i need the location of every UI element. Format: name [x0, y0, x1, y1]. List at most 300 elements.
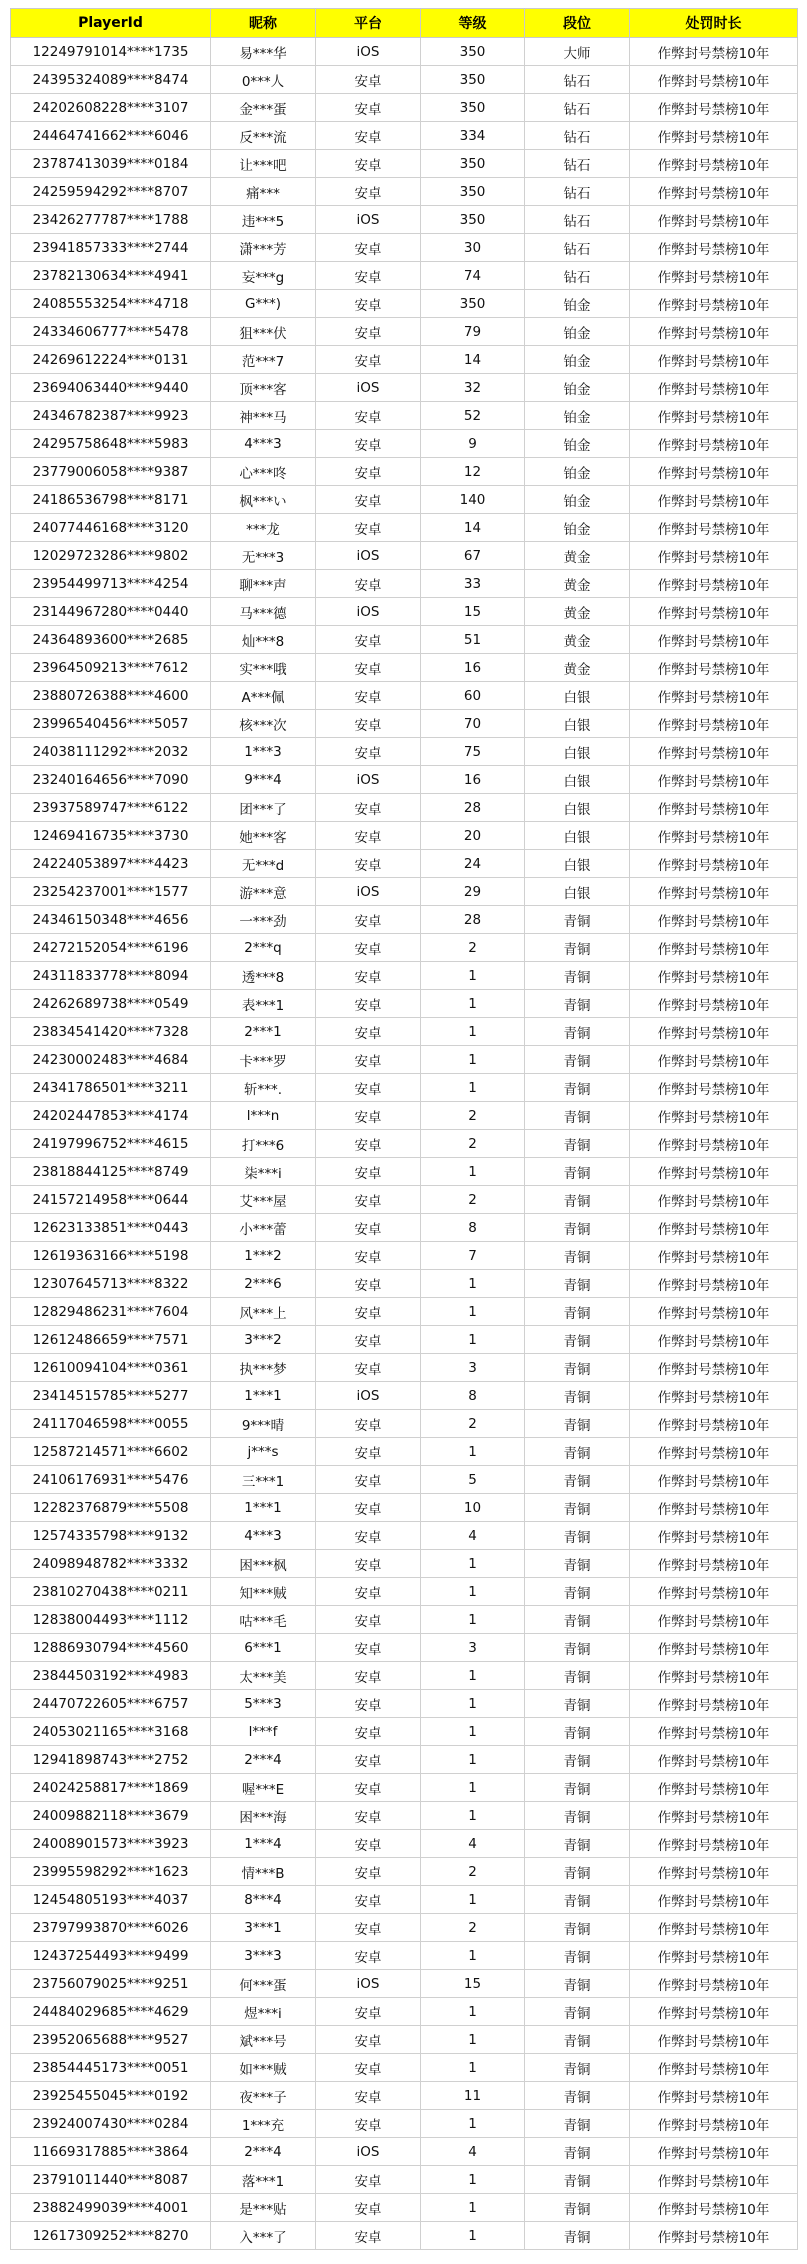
rank-cell: 青铜	[525, 1634, 630, 1662]
penalty-cell: 作弊封号禁榜10年	[630, 1018, 798, 1046]
platform-cell: 安卓	[316, 1690, 421, 1718]
nickname-cell: 潇***芳	[211, 234, 316, 262]
table-row	[11, 1662, 798, 1690]
level-cell: 74	[421, 262, 525, 290]
penalty-cell: 作弊封号禁榜10年	[630, 1130, 798, 1158]
nickname-cell: 她***客	[211, 822, 316, 850]
level-cell: 1	[421, 2054, 525, 2082]
table-row	[11, 1942, 798, 1970]
nickname-cell: 3***2	[211, 1326, 316, 1354]
level-cell: 1	[421, 1158, 525, 1186]
level-cell: 2	[421, 1858, 525, 1886]
penalty-cell: 作弊封号禁榜10年	[630, 1522, 798, 1550]
platform-cell: 安卓	[316, 94, 421, 122]
rank-cell: 青铜	[525, 2026, 630, 2054]
player-id-cell: 24395324089****8474	[11, 66, 211, 94]
level-cell: 1	[421, 1046, 525, 1074]
level-cell: 1	[421, 1690, 525, 1718]
nickname-cell: 游***意	[211, 878, 316, 906]
rank-cell: 青铜	[525, 1550, 630, 1578]
rank-cell: 钻石	[525, 178, 630, 206]
penalty-cell: 作弊封号禁榜10年	[630, 1494, 798, 1522]
player-id-cell: 23996540456****5057	[11, 710, 211, 738]
player-id-cell: 12574335798****9132	[11, 1522, 211, 1550]
rank-cell: 青铜	[525, 1886, 630, 1914]
level-cell: 350	[421, 150, 525, 178]
penalty-cell: 作弊封号禁榜10年	[630, 682, 798, 710]
penalty-cell: 作弊封号禁榜10年	[630, 794, 798, 822]
rank-cell: 铂金	[525, 402, 630, 430]
table-row	[11, 1046, 798, 1074]
nickname-cell: G***)	[211, 290, 316, 318]
nickname-cell: 1***1	[211, 1382, 316, 1410]
player-id-cell: 23810270438****0211	[11, 1578, 211, 1606]
rank-cell: 青铜	[525, 1522, 630, 1550]
table-row	[11, 514, 798, 542]
level-cell: 1	[421, 2110, 525, 2138]
platform-cell: 安卓	[316, 990, 421, 1018]
level-cell: 32	[421, 374, 525, 402]
level-cell: 75	[421, 738, 525, 766]
platform-cell: 安卓	[316, 1662, 421, 1690]
table-row	[11, 374, 798, 402]
player-id-cell: 24077446168****3120	[11, 514, 211, 542]
penalty-cell: 作弊封号禁榜10年	[630, 1942, 798, 1970]
player-id-cell: 24024258817****1869	[11, 1774, 211, 1802]
rank-cell: 青铜	[525, 1746, 630, 1774]
platform-cell: 安卓	[316, 1550, 421, 1578]
penalty-cell: 作弊封号禁榜10年	[630, 1214, 798, 1242]
platform-cell: 安卓	[316, 2026, 421, 2054]
platform-cell: 安卓	[316, 2082, 421, 2110]
rank-cell: 铂金	[525, 430, 630, 458]
nickname-cell: 太***美	[211, 1662, 316, 1690]
nickname-cell: 执***梦	[211, 1354, 316, 1382]
rank-cell: 青铜	[525, 1242, 630, 1270]
penalty-cell: 作弊封号禁榜10年	[630, 962, 798, 990]
header-row	[11, 9, 798, 38]
table-row	[11, 682, 798, 710]
level-cell: 350	[421, 94, 525, 122]
player-id-cell: 24230002483****4684	[11, 1046, 211, 1074]
nickname-cell: 9***晴	[211, 1410, 316, 1438]
penalty-cell: 作弊封号禁榜10年	[630, 570, 798, 598]
penalty-cell: 作弊封号禁榜10年	[630, 990, 798, 1018]
penalty-cell: 作弊封号禁榜10年	[630, 1074, 798, 1102]
level-cell: 2	[421, 934, 525, 962]
penalty-cell: 作弊封号禁榜10年	[630, 402, 798, 430]
player-id-cell: 12587214571****6602	[11, 1438, 211, 1466]
penalty-cell: 作弊封号禁榜10年	[630, 1438, 798, 1466]
penalty-cell: 作弊封号禁榜10年	[630, 346, 798, 374]
level-cell: 79	[421, 318, 525, 346]
platform-cell: 安卓	[316, 1158, 421, 1186]
nickname-cell: 表***1	[211, 990, 316, 1018]
penalty-cell: 作弊封号禁榜10年	[630, 1774, 798, 1802]
table-row	[11, 1550, 798, 1578]
rank-cell: 青铜	[525, 1662, 630, 1690]
level-cell: 1	[421, 2222, 525, 2250]
level-cell: 11	[421, 2082, 525, 2110]
platform-cell: 安卓	[316, 514, 421, 542]
table-row	[11, 1606, 798, 1634]
player-id-cell: 12623133851****0443	[11, 1214, 211, 1242]
rank-cell: 青铜	[525, 1382, 630, 1410]
level-cell: 350	[421, 206, 525, 234]
platform-cell: 安卓	[316, 1522, 421, 1550]
player-id-cell: 11669317885****3864	[11, 2138, 211, 2166]
player-id-cell: 24197996752****4615	[11, 1130, 211, 1158]
nickname-cell: l***n	[211, 1102, 316, 1130]
table-row	[11, 710, 798, 738]
level-cell: 2	[421, 1130, 525, 1158]
nickname-cell: A***佩	[211, 682, 316, 710]
rank-cell: 钻石	[525, 206, 630, 234]
level-cell: 1	[421, 1606, 525, 1634]
table-row	[11, 1970, 798, 1998]
table-row	[11, 1914, 798, 1942]
table-row	[11, 1354, 798, 1382]
nickname-cell: 是***贴	[211, 2194, 316, 2222]
table-row	[11, 206, 798, 234]
table-row	[11, 430, 798, 458]
rank-cell: 黄金	[525, 570, 630, 598]
player-id-cell: 24053021165****3168	[11, 1718, 211, 1746]
platform-cell: 安卓	[316, 1214, 421, 1242]
table-row	[11, 626, 798, 654]
level-cell: 1	[421, 962, 525, 990]
platform-cell: 安卓	[316, 178, 421, 206]
penalty-cell: 作弊封号禁榜10年	[630, 1662, 798, 1690]
level-cell: 140	[421, 486, 525, 514]
table-row	[11, 1242, 798, 1270]
table-row	[11, 486, 798, 514]
table-row	[11, 934, 798, 962]
table-row	[11, 178, 798, 206]
nickname-cell: 柒***i	[211, 1158, 316, 1186]
level-cell: 350	[421, 38, 525, 66]
rank-cell: 青铜	[525, 2054, 630, 2082]
nickname-cell: 1***4	[211, 1830, 316, 1858]
nickname-cell: 0***人	[211, 66, 316, 94]
table-row	[11, 234, 798, 262]
platform-cell: iOS	[316, 1970, 421, 1998]
nickname-cell: 斌***号	[211, 2026, 316, 2054]
level-cell: 1	[421, 1326, 525, 1354]
penalty-cell: 作弊封号禁榜10年	[630, 1186, 798, 1214]
penalty-cell: 作弊封号禁榜10年	[630, 2166, 798, 2194]
player-id-cell: 23240164656****7090	[11, 766, 211, 794]
table-row	[11, 1466, 798, 1494]
rank-cell: 铂金	[525, 318, 630, 346]
rank-cell: 白银	[525, 794, 630, 822]
rank-cell: 青铜	[525, 1494, 630, 1522]
platform-cell: 安卓	[316, 1998, 421, 2026]
player-id-cell: 23834541420****7328	[11, 1018, 211, 1046]
penalty-cell: 作弊封号禁榜10年	[630, 766, 798, 794]
table-row	[11, 906, 798, 934]
header-player-id: PlayerId	[11, 9, 211, 38]
rank-cell: 青铜	[525, 2166, 630, 2194]
nickname-cell: 入***了	[211, 2222, 316, 2250]
nickname-cell: 无***3	[211, 542, 316, 570]
player-id-cell: 12886930794****4560	[11, 1634, 211, 1662]
player-id-cell: 23818844125****8749	[11, 1158, 211, 1186]
player-id-cell: 24341786501****3211	[11, 1074, 211, 1102]
player-id-cell: 23787413039****0184	[11, 150, 211, 178]
penalty-cell: 作弊封号禁榜10年	[630, 1746, 798, 1774]
penalty-cell: 作弊封号禁榜10年	[630, 1270, 798, 1298]
player-id-cell: 12437254493****9499	[11, 1942, 211, 1970]
table-row	[11, 878, 798, 906]
platform-cell: 安卓	[316, 710, 421, 738]
table-row	[11, 1522, 798, 1550]
rank-cell: 黄金	[525, 598, 630, 626]
nickname-cell: 1***2	[211, 1242, 316, 1270]
table-header	[11, 9, 798, 38]
penalty-cell: 作弊封号禁榜10年	[630, 1102, 798, 1130]
platform-cell: 安卓	[316, 486, 421, 514]
nickname-cell: 2***4	[211, 1746, 316, 1774]
rank-cell: 青铜	[525, 1018, 630, 1046]
level-cell: 1	[421, 1998, 525, 2026]
level-cell: 51	[421, 626, 525, 654]
level-cell: 1	[421, 1074, 525, 1102]
table-row	[11, 766, 798, 794]
player-id-cell: 23144967280****0440	[11, 598, 211, 626]
rank-cell: 白银	[525, 822, 630, 850]
nickname-cell: l***f	[211, 1718, 316, 1746]
platform-cell: 安卓	[316, 1074, 421, 1102]
penalty-cell: 作弊封号禁榜10年	[630, 1914, 798, 1942]
platform-cell: 安卓	[316, 1606, 421, 1634]
platform-cell: 安卓	[316, 1466, 421, 1494]
header-rank: 段位	[525, 9, 630, 38]
rank-cell: 铂金	[525, 458, 630, 486]
nickname-cell: 困***枫	[211, 1550, 316, 1578]
player-id-cell: 24484029685****4629	[11, 1998, 211, 2026]
penalty-cell: 作弊封号禁榜10年	[630, 1718, 798, 1746]
player-id-cell: 24262689738****0549	[11, 990, 211, 1018]
penalty-cell: 作弊封号禁榜10年	[630, 1858, 798, 1886]
platform-cell: 安卓	[316, 822, 421, 850]
player-id-cell: 24008901573****3923	[11, 1830, 211, 1858]
platform-cell: 安卓	[316, 1130, 421, 1158]
penalty-cell: 作弊封号禁榜10年	[630, 1242, 798, 1270]
penalty-cell: 作弊封号禁榜10年	[630, 38, 798, 66]
nickname-cell: 夜***子	[211, 2082, 316, 2110]
nickname-cell: 如***贼	[211, 2054, 316, 2082]
table-row	[11, 2222, 798, 2250]
player-id-cell: 23791011440****8087	[11, 2166, 211, 2194]
penalty-cell: 作弊封号禁榜10年	[630, 1466, 798, 1494]
rank-cell: 铂金	[525, 514, 630, 542]
table-row	[11, 1018, 798, 1046]
level-cell: 9	[421, 430, 525, 458]
penalty-cell: 作弊封号禁榜10年	[630, 1802, 798, 1830]
nickname-cell: 煜***i	[211, 1998, 316, 2026]
table-row	[11, 94, 798, 122]
player-id-cell: 12838004493****1112	[11, 1606, 211, 1634]
rank-cell: 青铜	[525, 1578, 630, 1606]
penalty-cell: 作弊封号禁榜10年	[630, 1578, 798, 1606]
rank-cell: 青铜	[525, 990, 630, 1018]
rank-cell: 青铜	[525, 2194, 630, 2222]
platform-cell: 安卓	[316, 318, 421, 346]
platform-cell: 安卓	[316, 934, 421, 962]
platform-cell: 安卓	[316, 570, 421, 598]
platform-cell: 安卓	[316, 66, 421, 94]
level-cell: 1	[421, 1942, 525, 1970]
player-id-cell: 24464741662****6046	[11, 122, 211, 150]
level-cell: 8	[421, 1382, 525, 1410]
platform-cell: iOS	[316, 598, 421, 626]
table-row	[11, 2166, 798, 2194]
level-cell: 2	[421, 1102, 525, 1130]
rank-cell: 青铜	[525, 1774, 630, 1802]
penalty-cell: 作弊封号禁榜10年	[630, 1298, 798, 1326]
player-id-cell: 24346150348****4656	[11, 906, 211, 934]
platform-cell: 安卓	[316, 794, 421, 822]
nickname-cell: 卡***罗	[211, 1046, 316, 1074]
level-cell: 33	[421, 570, 525, 598]
rank-cell: 青铜	[525, 934, 630, 962]
level-cell: 28	[421, 794, 525, 822]
penalty-cell: 作弊封号禁榜10年	[630, 486, 798, 514]
platform-cell: 安卓	[316, 1718, 421, 1746]
level-cell: 28	[421, 906, 525, 934]
nickname-cell: 1***充	[211, 2110, 316, 2138]
nickname-cell: 痛***	[211, 178, 316, 206]
rank-cell: 青铜	[525, 906, 630, 934]
level-cell: 4	[421, 1522, 525, 1550]
penalty-cell: 作弊封号禁榜10年	[630, 738, 798, 766]
level-cell: 334	[421, 122, 525, 150]
nickname-cell: 咕***毛	[211, 1606, 316, 1634]
player-id-cell: 12612486659****7571	[11, 1326, 211, 1354]
level-cell: 1	[421, 2166, 525, 2194]
table-row	[11, 654, 798, 682]
rank-cell: 白银	[525, 682, 630, 710]
nickname-cell: 灿***8	[211, 626, 316, 654]
nickname-cell: 一***劲	[211, 906, 316, 934]
penalty-cell: 作弊封号禁榜10年	[630, 430, 798, 458]
rank-cell: 青铜	[525, 1802, 630, 1830]
platform-cell: 安卓	[316, 1018, 421, 1046]
player-id-cell: 23694063440****9440	[11, 374, 211, 402]
penalty-cell: 作弊封号禁榜10年	[630, 1606, 798, 1634]
rank-cell: 白银	[525, 738, 630, 766]
rank-cell: 白银	[525, 766, 630, 794]
table-row	[11, 458, 798, 486]
player-id-cell: 23844503192****4983	[11, 1662, 211, 1690]
platform-cell: iOS	[316, 2138, 421, 2166]
table-row	[11, 1410, 798, 1438]
platform-cell: 安卓	[316, 1746, 421, 1774]
table-row	[11, 2082, 798, 2110]
rank-cell: 青铜	[525, 1690, 630, 1718]
level-cell: 60	[421, 682, 525, 710]
level-cell: 350	[421, 178, 525, 206]
platform-cell: 安卓	[316, 1914, 421, 1942]
penalty-cell: 作弊封号禁榜10年	[630, 234, 798, 262]
rank-cell: 青铜	[525, 1410, 630, 1438]
player-id-cell: 12617309252****8270	[11, 2222, 211, 2250]
penalty-cell: 作弊封号禁榜10年	[630, 1998, 798, 2026]
level-cell: 20	[421, 822, 525, 850]
penalty-cell: 作弊封号禁榜10年	[630, 2082, 798, 2110]
level-cell: 1	[421, 2026, 525, 2054]
table-row	[11, 1886, 798, 1914]
platform-cell: 安卓	[316, 1830, 421, 1858]
platform-cell: 安卓	[316, 738, 421, 766]
penalty-cell: 作弊封号禁榜10年	[630, 1382, 798, 1410]
platform-cell: 安卓	[316, 122, 421, 150]
nickname-cell: 妄***g	[211, 262, 316, 290]
level-cell: 70	[421, 710, 525, 738]
table-row	[11, 2026, 798, 2054]
rank-cell: 黄金	[525, 654, 630, 682]
table-row	[11, 2054, 798, 2082]
level-cell: 1	[421, 1298, 525, 1326]
table-row	[11, 822, 798, 850]
level-cell: 3	[421, 1354, 525, 1382]
platform-cell: 安卓	[316, 1634, 421, 1662]
nickname-cell: 心***咚	[211, 458, 316, 486]
nickname-cell: 违***5	[211, 206, 316, 234]
platform-cell: 安卓	[316, 2166, 421, 2194]
nickname-cell: 4***3	[211, 430, 316, 458]
platform-cell: 安卓	[316, 1942, 421, 1970]
rank-cell: 青铜	[525, 1298, 630, 1326]
player-id-cell: 12619363166****5198	[11, 1242, 211, 1270]
penalty-cell: 作弊封号禁榜10年	[630, 66, 798, 94]
table-row	[11, 850, 798, 878]
table-row	[11, 794, 798, 822]
level-cell: 8	[421, 1214, 525, 1242]
level-cell: 1	[421, 1802, 525, 1830]
platform-cell: 安卓	[316, 1774, 421, 1802]
platform-cell: 安卓	[316, 1886, 421, 1914]
rank-cell: 青铜	[525, 1130, 630, 1158]
player-id-cell: 24202608228****3107	[11, 94, 211, 122]
platform-cell: 安卓	[316, 654, 421, 682]
player-id-cell: 12829486231****7604	[11, 1298, 211, 1326]
player-id-cell: 23995598292****1623	[11, 1858, 211, 1886]
table-row	[11, 1270, 798, 1298]
platform-cell: 安卓	[316, 682, 421, 710]
penalty-cell: 作弊封号禁榜10年	[630, 2054, 798, 2082]
player-id-cell: 24106176931****5476	[11, 1466, 211, 1494]
rank-cell: 白银	[525, 850, 630, 878]
platform-cell: 安卓	[316, 1858, 421, 1886]
rank-cell: 青铜	[525, 1942, 630, 1970]
table-row	[11, 1074, 798, 1102]
player-id-cell: 23964509213****7612	[11, 654, 211, 682]
level-cell: 4	[421, 2138, 525, 2166]
nickname-cell: 9***4	[211, 766, 316, 794]
table-row	[11, 2194, 798, 2222]
rank-cell: 青铜	[525, 1858, 630, 1886]
player-id-cell: 23952065688****9527	[11, 2026, 211, 2054]
nickname-cell: 艾***屋	[211, 1186, 316, 1214]
table-row	[11, 1578, 798, 1606]
rank-cell: 青铜	[525, 1158, 630, 1186]
rank-cell: 青铜	[525, 1970, 630, 1998]
nickname-cell: 反***流	[211, 122, 316, 150]
rank-cell: 青铜	[525, 2138, 630, 2166]
platform-cell: iOS	[316, 38, 421, 66]
